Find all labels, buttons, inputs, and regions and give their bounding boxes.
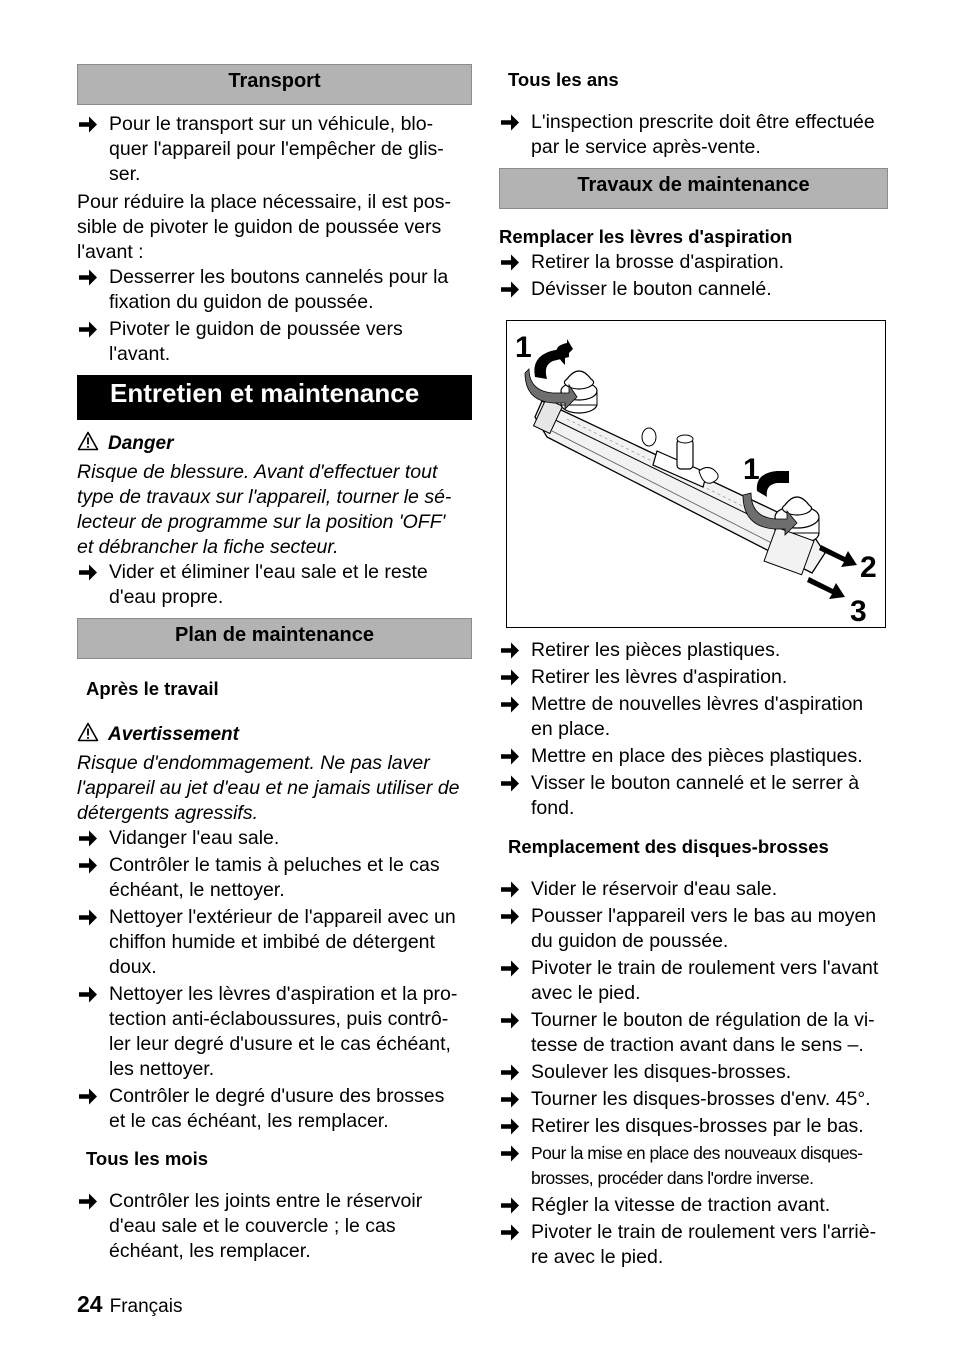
- arrow-bullet-icon: [77, 905, 99, 930]
- arrow-bullet-icon: [77, 826, 99, 851]
- list-item: Mettre en place des pièces plastiques.: [499, 744, 895, 769]
- list-item: Pivoter le guidon de poussée vers l'avant.: [77, 317, 472, 367]
- lips-list-b: [499, 638, 895, 821]
- monthly-subheading: Tous les mois: [86, 1148, 208, 1169]
- arrow-bullet-icon: [499, 692, 521, 717]
- arrow-bullet-icon: [499, 1141, 521, 1166]
- list-item: Régler la vitesse de traction avant.: [499, 1193, 895, 1218]
- warning-triangle-icon: [77, 722, 99, 742]
- arrow-bullet-icon: [499, 1220, 521, 1245]
- arrow-bullet-icon: [77, 317, 99, 342]
- monthly-item: [77, 1189, 472, 1264]
- arrow-bullet-icon: [499, 1008, 521, 1033]
- arrow-bullet-icon: [77, 982, 99, 1007]
- figure-label-1b: 1: [743, 453, 760, 486]
- list-item: Tourner les disques-brosses d'env. 45°.: [499, 1087, 895, 1112]
- after-work-list: [77, 826, 472, 1134]
- list-item: Pour le transport sur un véhicule, blo- quer l'appareil pour l'empêcher de glis- ser.: [77, 112, 472, 187]
- plan-heading: Plan de maintenance: [77, 618, 472, 659]
- figure-label-3: 3: [850, 595, 867, 627]
- entretien-heading: Entretien et maintenance: [77, 375, 472, 420]
- arrow-bullet-icon: [499, 250, 521, 275]
- suction-lip-figure: [506, 320, 886, 628]
- disks-subheading: Remplacement des disques-brosses: [508, 836, 829, 857]
- list-item: Contrôler le tamis à peluches et le cas échéant, le nettoyer.: [77, 853, 472, 903]
- transport-heading: Transport: [77, 64, 472, 105]
- danger-text: Risque de blessure. Avant d'effectuer tout type de travaux sur l'appareil, tourner le sé- lecteur de programme sur la position 'OFF' et débrancher la fiche secteur.: [77, 461, 452, 558]
- list-item: Pivoter le train de roulement vers l'arriè- re avec le pied.: [499, 1220, 895, 1270]
- arrow-bullet-icon: [499, 665, 521, 690]
- list-item: Retirer la brosse d'aspiration.: [499, 250, 895, 275]
- list-item: Desserrer les boutons cannelés pour la fixation du guidon de poussée.: [77, 265, 472, 315]
- arrow-bullet-icon: [77, 853, 99, 878]
- list-item: Vider et éliminer l'eau sale et le reste d'eau propre.: [77, 560, 472, 610]
- arrow-bullet-icon: [77, 1189, 99, 1214]
- arrow-bullet-icon: [499, 110, 521, 135]
- list-item: L'inspection prescrite doit être effectuée par le service après-vente.: [499, 110, 895, 160]
- list-item: Contrôler le degré d'usure des brosses et le cas échéant, les remplacer.: [77, 1084, 472, 1134]
- page-number: 24: [77, 1291, 103, 1317]
- arrow-bullet-icon: [499, 877, 521, 902]
- yearly-item: [499, 110, 895, 160]
- disks-list: [499, 877, 895, 1270]
- list-item: Vidanger l'eau sale.: [77, 826, 472, 851]
- list-item: Soulever les disques-brosses.: [499, 1060, 895, 1085]
- list-item: Retirer les pièces plastiques.: [499, 638, 895, 663]
- arrow-bullet-icon: [499, 1087, 521, 1112]
- arrow-bullet-icon: [499, 744, 521, 769]
- transport-paragraph: Pour réduire la place nécessaire, il est pos- sible de pivoter le guidon de poussée vers l'avant :: [77, 191, 451, 263]
- list-item: Vider le réservoir d'eau sale.: [499, 877, 895, 902]
- transport-item-2: [77, 265, 472, 315]
- arrow-bullet-icon: [499, 277, 521, 302]
- list-item: Mettre de nouvelles lèvres d'aspiration en place.: [499, 692, 895, 742]
- arrow-bullet-icon: [77, 1084, 99, 1109]
- list-item: Dévisser le bouton cannelé.: [499, 277, 895, 302]
- entretien-item-1: [77, 560, 472, 610]
- list-item: Nettoyer l'extérieur de l'appareil avec un chiffon humide et imbibé de détergent doux.: [77, 905, 472, 980]
- arrow-bullet-icon: [499, 904, 521, 929]
- arrow-bullet-icon: [499, 771, 521, 796]
- arrow-bullet-icon: [499, 638, 521, 663]
- footer-language: Français: [109, 1296, 183, 1317]
- page-footer: [77, 1292, 182, 1319]
- arrow-bullet-icon: [499, 1193, 521, 1218]
- after-work-subheading: Après le travail: [86, 678, 219, 699]
- list-item: Retirer les disques-brosses par le bas.: [499, 1114, 895, 1139]
- travaux-heading: Travaux de maintenance: [499, 168, 888, 209]
- list-item: Pousser l'appareil vers le bas au moyen du guidon de poussée.: [499, 904, 895, 954]
- figure-label-1a: 1: [515, 331, 532, 364]
- list-item: Nettoyer les lèvres d'aspiration et la pro- tection anti-éclaboussures, puis contrô- ler leur degré d'usure et le cas échéant, les nettoyer.: [77, 982, 472, 1082]
- arrow-bullet-icon: [77, 112, 99, 137]
- warning-label: Avertissement: [77, 722, 472, 747]
- danger-label: Danger: [77, 431, 472, 456]
- transport-item-3: [77, 317, 472, 367]
- arrow-bullet-icon: [499, 1114, 521, 1139]
- warning-text: Risque d'endommagement. Ne pas laver l'appareil au jet d'eau et ne jamais utiliser de détergents agressifs.: [77, 752, 460, 824]
- arrow-bullet-icon: [77, 560, 99, 585]
- arrow-bullet-icon: [499, 956, 521, 981]
- list-item: Retirer les lèvres d'aspiration.: [499, 665, 895, 690]
- list-item: Pour la mise en place des nouveaux disques- brosses, procéder dans l'ordre inverse.: [499, 1141, 895, 1191]
- arrow-bullet-icon: [77, 265, 99, 290]
- list-item: Contrôler les joints entre le réservoir d'eau sale et le couvercle ; le cas échéant, les remplacer.: [77, 1189, 472, 1264]
- arrow-bullet-icon: [499, 1060, 521, 1085]
- lips-subheading: Remplacer les lèvres d'aspiration: [499, 226, 793, 247]
- suction-bar-illustration: [507, 321, 885, 627]
- transport-item-1: [77, 112, 472, 187]
- yearly-subheading: Tous les ans: [508, 69, 619, 90]
- list-item: Tourner le bouton de régulation de la vi- tesse de traction avant dans le sens –.: [499, 1008, 895, 1058]
- lips-list-a: [499, 250, 895, 302]
- list-item: Pivoter le train de roulement vers l'avant avec le pied.: [499, 956, 895, 1006]
- figure-label-2: 2: [860, 551, 877, 584]
- list-item: Visser le bouton cannelé et le serrer à fond.: [499, 771, 895, 821]
- warning-triangle-icon: [77, 431, 99, 451]
